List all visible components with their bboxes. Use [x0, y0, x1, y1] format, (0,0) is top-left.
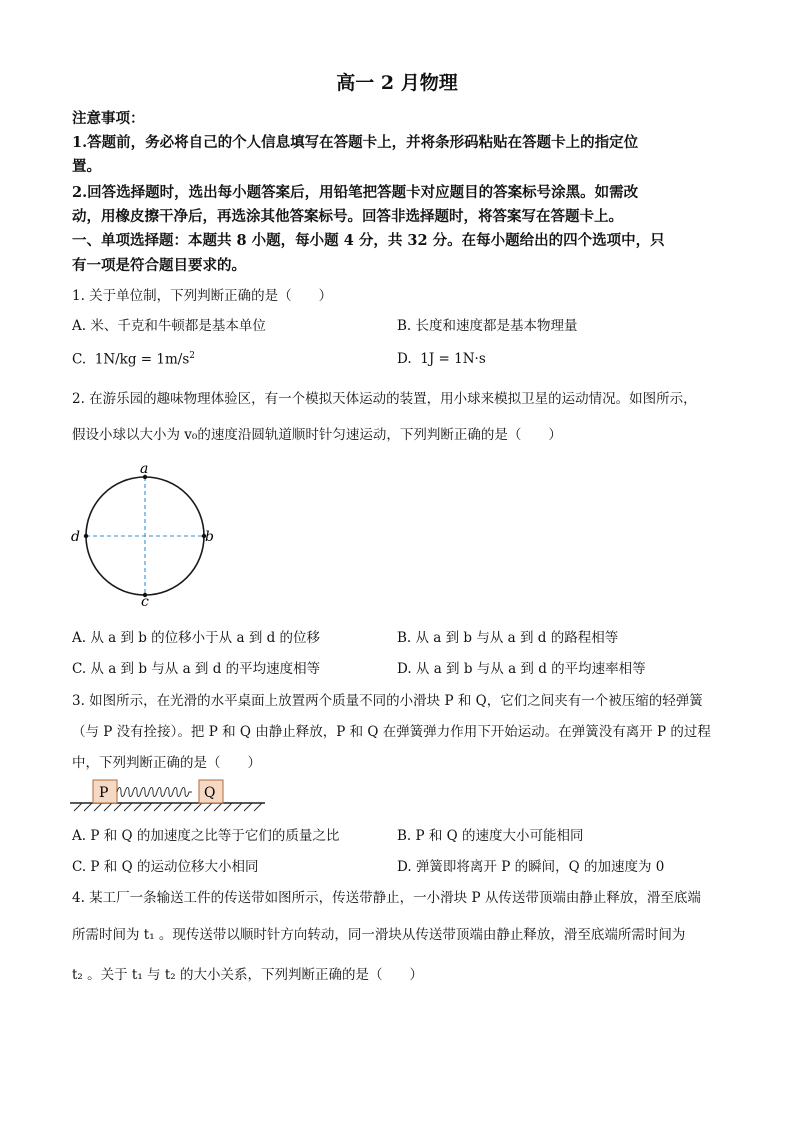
q4-stem-line3: t₂ 。关于 t₁ 与 t₂ 的大小关系，下列判断正确的是（ ）	[72, 967, 423, 983]
q1-option-c-superscript: 2	[189, 351, 196, 361]
q1-option-d-math: 1J = 1N·s	[420, 351, 486, 367]
block-q-label: Q	[204, 785, 216, 801]
section1-heading-line2: 有一项是符合题目要求的。	[72, 257, 246, 274]
q1-option-c-label: C.	[72, 351, 87, 368]
point-d-dot	[84, 534, 88, 538]
table-hatching	[74, 803, 262, 811]
point-c-label: c	[141, 594, 149, 608]
q3-spring-blocks-figure	[70, 776, 270, 816]
notice-item2-line2: 动，用橡皮擦干净后，再选涂其他答案标号。回答非选择题时，将答案写在答题卡上。	[72, 208, 623, 225]
q2-circle-orbit-figure	[60, 458, 230, 608]
q1-option-a: A. 米、千克和牛顿都是基本单位	[72, 318, 266, 334]
q4-stem-line2: 所需时间为 t₁ 。现传送带以顺时针方向转动，同一滑块从传送带顶端由静止释放，滑至底端所需时间为	[72, 927, 686, 943]
section1-heading-line1: 一、单项选择题：本题共 8 小题，每小题 4 分，共 32 分。在每小题给出的四个选项中，只	[72, 232, 665, 249]
point-d-label: d	[71, 529, 80, 545]
q1-option-d-label: D.	[397, 351, 412, 367]
block-p-label: P	[99, 785, 109, 801]
q2-option-d: D. 从 a 到 b 与从 a 到 d 的平均速率相等	[397, 661, 646, 677]
page-title: 高一 2 月物理	[336, 72, 458, 94]
q1-option-c-math: 1N/kg = 1m/s	[94, 351, 190, 368]
q2-option-b: B. 从 a 到 b 与从 a 到 d 的路程相等	[397, 630, 619, 646]
q1-option-b: B. 长度和速度都是基本物理量	[397, 318, 578, 334]
q1-stem: 1. 关于单位制，下列判断正确的是（ ）	[72, 288, 333, 304]
q2-option-a: A. 从 a 到 b 的位移小于从 a 到 d 的位移	[72, 630, 321, 646]
q3-stem-line2: （与 P 没有拴接）。把 P 和 Q 由静止释放，P 和 Q 在弹簧弹力作用下开始运动。在弹簧没有离开 P 的过程	[72, 724, 711, 740]
point-b-label: b	[205, 529, 214, 545]
q2-stem-line1: 2. 在游乐园的趣味物理体验区，有一个模拟天体运动的装置，用小球来模拟卫星的运动情况。如图所示，	[72, 391, 697, 407]
q3-option-c: C. P 和 Q 的运动位移大小相同	[72, 859, 259, 875]
q1-option-d	[397, 351, 486, 367]
notice-item1-line2: 置。	[72, 158, 101, 175]
q1-option-c	[72, 351, 195, 368]
notice-item2-line1: 2.回答选择题时，选出每小题答案后，用铅笔把答题卡对应题目的答案标号涂黑。如需改	[72, 184, 639, 201]
point-a-label: a	[140, 461, 149, 477]
q2-option-c: C. 从 a 到 b 与从 a 到 d 的平均速度相等	[72, 661, 321, 677]
q2-stem-line2: 假设小球以大小为 v₀的速度沿圆轨道顺时针匀速运动，下列判断正确的是（ ）	[72, 427, 562, 443]
notice-item1-line1: 1.答题前，务必将自己的个人信息填写在答题卡上，并将条形码粘贴在答题卡上的指定位	[72, 134, 639, 151]
q3-option-d: D. 弹簧即将离开 P 的瞬间，Q 的加速度为 0	[397, 859, 665, 875]
notice-heading: 注意事项：	[72, 110, 145, 127]
q3-stem-line3: 中，下列判断正确的是（ ）	[72, 755, 261, 771]
q4-stem-line1: 4. 某工厂一条输送工件的传送带如图所示，传送带静止，一小滑块 P 从传送带顶端由静止释放，滑至底端	[72, 890, 701, 906]
q3-option-b: B. P 和 Q 的速度大小可能相同	[397, 828, 584, 844]
q3-stem-line1: 3. 如图所示，在光滑的水平桌面上放置两个质量不同的小滑块 P 和 Q，它们之间夹有一个被压缩的轻弹簧	[72, 693, 703, 709]
q3-option-a: A. P 和 Q 的加速度之比等于它们的质量之比	[72, 828, 340, 844]
compressed-spring	[117, 788, 192, 797]
